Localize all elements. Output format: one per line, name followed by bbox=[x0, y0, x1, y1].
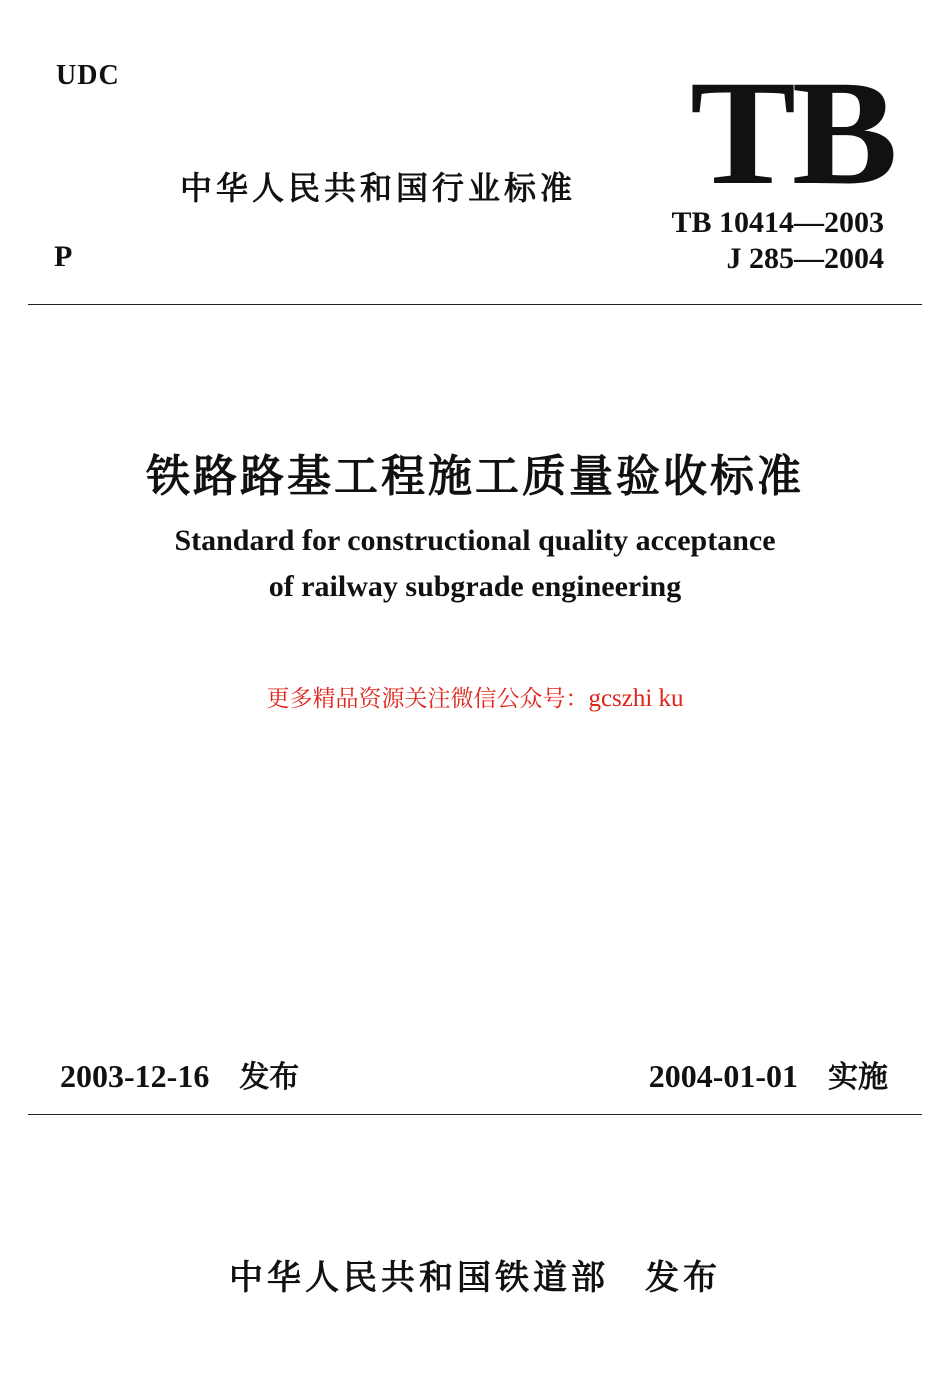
issue-label: 发布 bbox=[239, 1060, 300, 1095]
publisher-name: 中华人民共和国铁道部 bbox=[229, 1258, 609, 1298]
title-english bbox=[0, 518, 950, 610]
publisher-line bbox=[0, 1250, 950, 1299]
publish-label: 发布 bbox=[645, 1258, 721, 1298]
bottom-divider bbox=[28, 1114, 922, 1115]
watermark-notice bbox=[0, 680, 950, 713]
watermark-handle: gcszhi ku bbox=[588, 685, 684, 712]
title-english-line-2: of railway subgrade engineering bbox=[268, 570, 682, 603]
implement-date: 2004-01-01 bbox=[648, 1058, 798, 1094]
tb-logo: TB bbox=[690, 50, 894, 216]
title-chinese: 铁路路基工程施工质量验收标准 bbox=[146, 451, 804, 502]
watermark-text: 更多精品资源关注微信公众号： bbox=[266, 686, 589, 712]
udc-label: UDC bbox=[56, 60, 120, 91]
issue-date: 2003-12-16 bbox=[60, 1058, 210, 1094]
standard-code-tb: TB 10414—2003 bbox=[671, 206, 884, 239]
standard-codes bbox=[671, 205, 884, 277]
standard-code-j: J 285—2004 bbox=[726, 242, 884, 275]
category-letter: P bbox=[54, 240, 73, 273]
implement-label: 实施 bbox=[828, 1060, 888, 1095]
top-divider bbox=[28, 304, 922, 305]
industry-standard-heading: 中华人民共和国行业标准 bbox=[180, 169, 577, 207]
implement-date-block bbox=[649, 1052, 888, 1096]
issue-date-block bbox=[60, 1052, 299, 1096]
title-english-line-1: Standard for constructional quality acceptance bbox=[174, 524, 776, 557]
